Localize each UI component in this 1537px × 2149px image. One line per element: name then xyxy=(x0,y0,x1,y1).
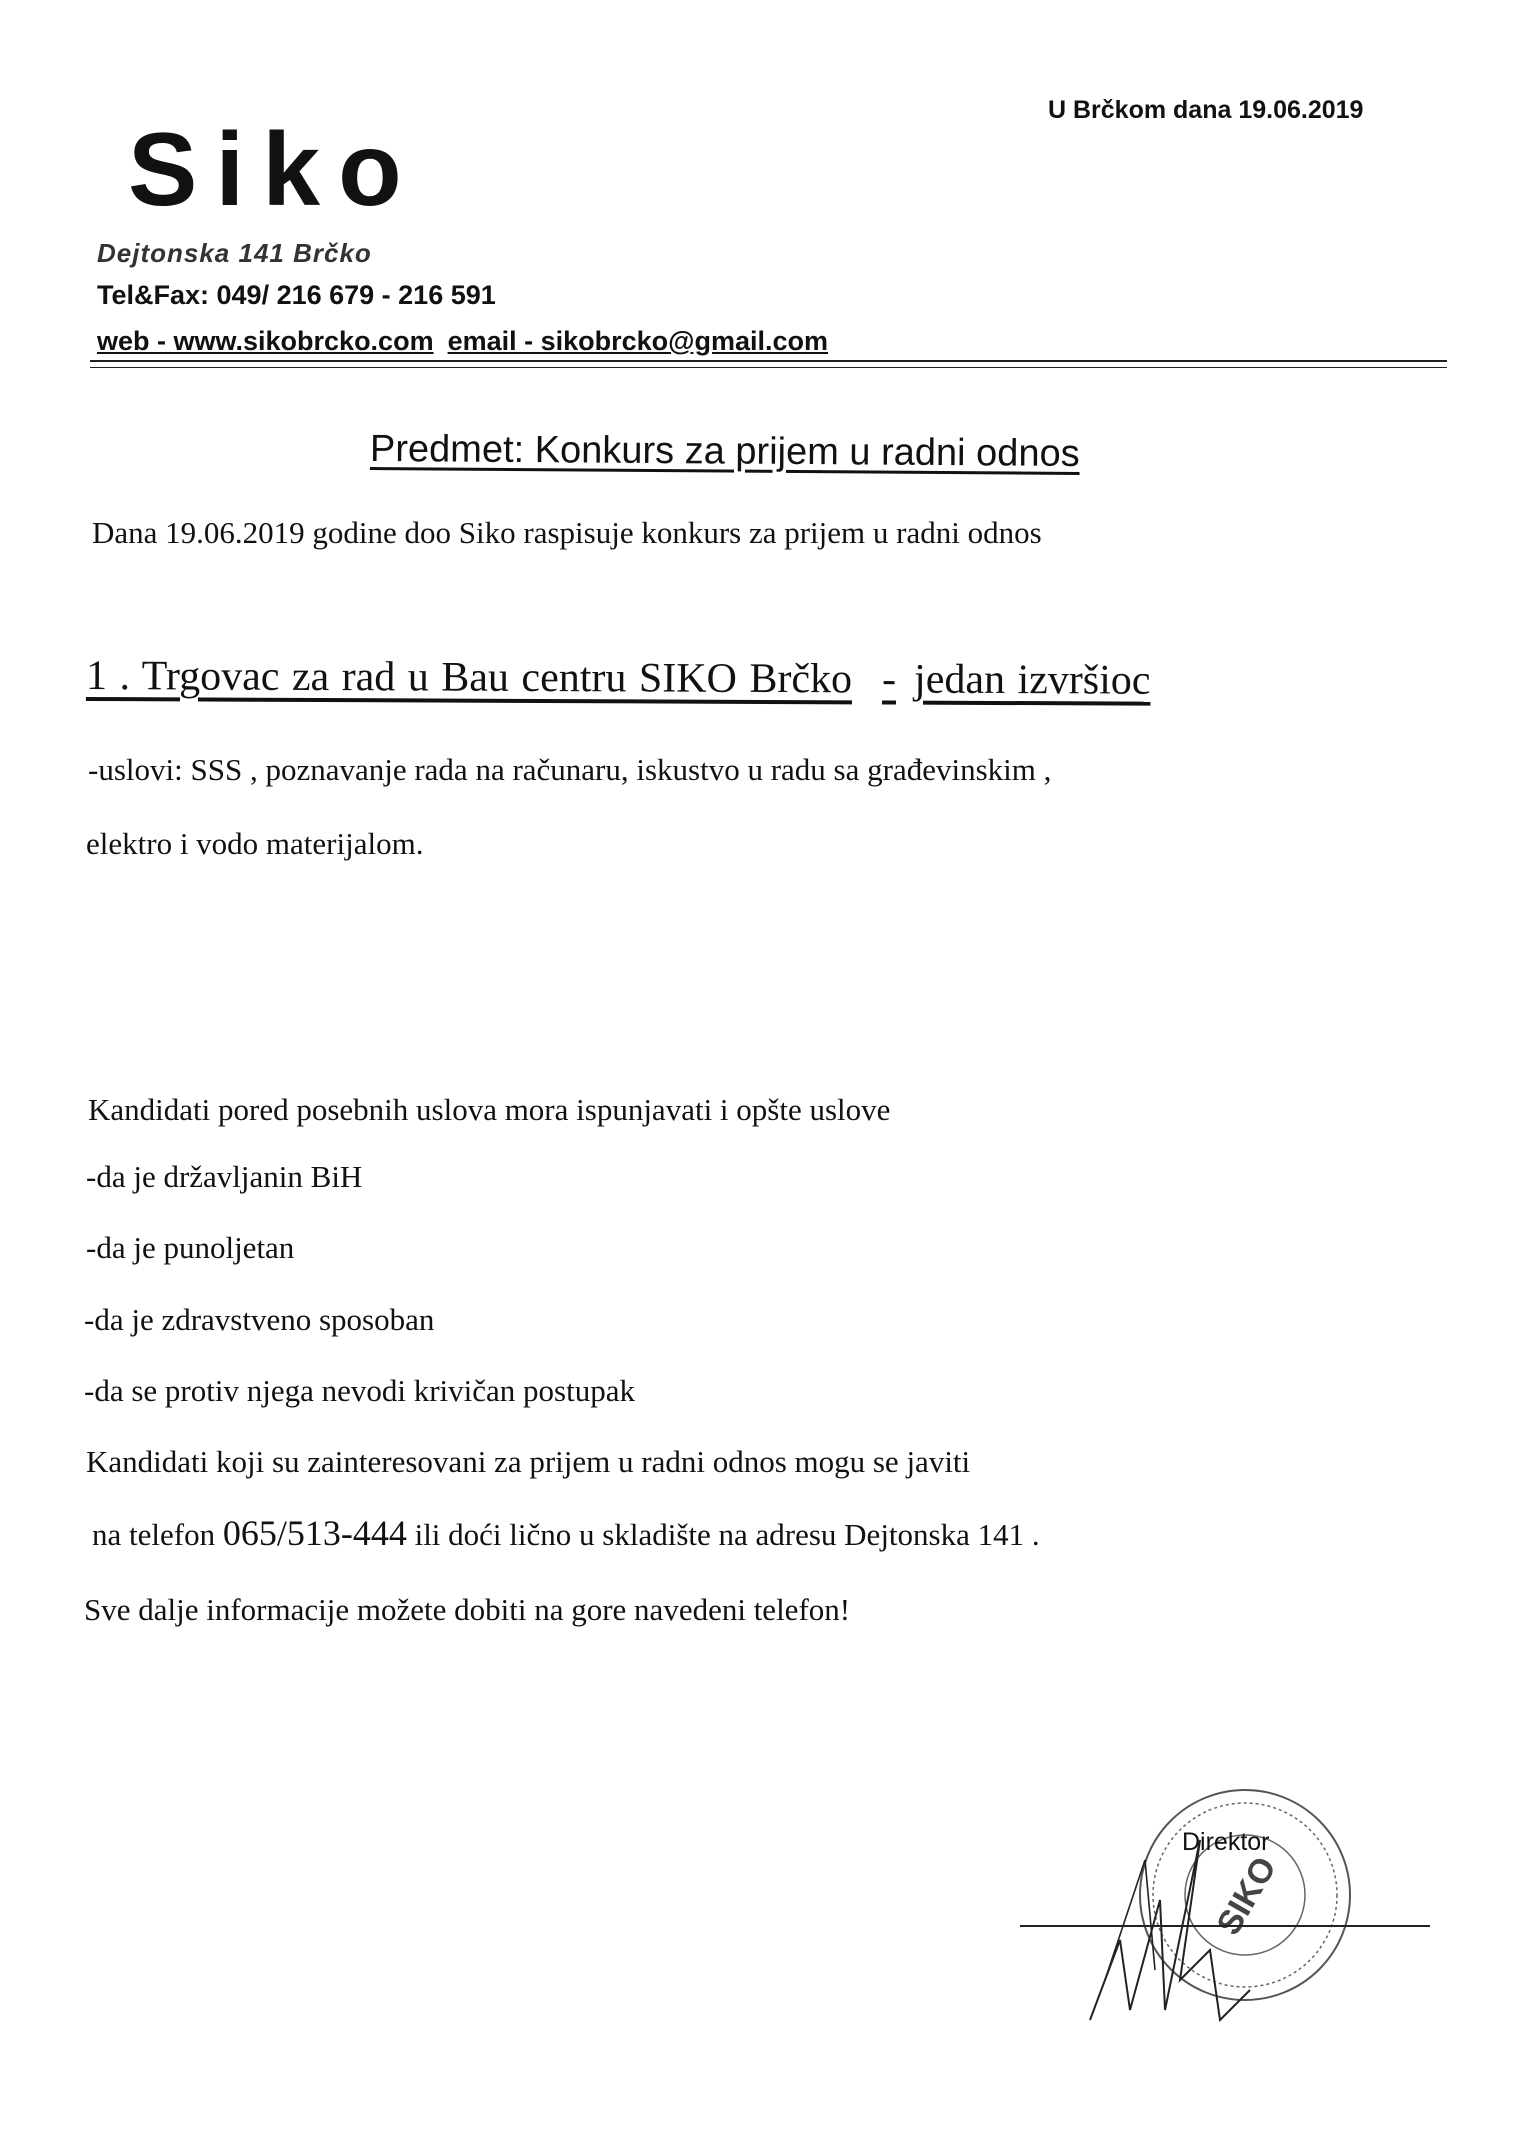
requirement-item: -da se protiv njega nevodi krivičan postupak xyxy=(84,1373,635,1408)
requirement-item: -da je zdravstveno sposoban xyxy=(84,1302,435,1337)
requirement-item: -da je državljanin BiH xyxy=(86,1159,363,1194)
closing-sentence: Sve dalje informacije možete dobiti na gore navedeni telefon! xyxy=(84,1592,851,1627)
company-contact-line xyxy=(97,326,828,357)
signature-block xyxy=(1020,1760,1440,2060)
requirement-item: -da je punoljetan xyxy=(86,1230,295,1265)
intro-paragraph: Dana 19.06.2019 godine doo Siko raspisuje konkurs za prijem u radni odnos xyxy=(92,515,1042,550)
company-website: web - www.sikobrcko.com xyxy=(97,326,434,356)
contact-line2 xyxy=(92,1512,1040,1554)
contact-prefix: na telefon xyxy=(92,1517,216,1552)
contact-line1: Kandidati koji su zainteresovani za prijem u radni odnos mogu se javiti xyxy=(86,1444,971,1479)
handwritten-signature-icon xyxy=(1060,1780,1300,2040)
job-conditions-line2: elektro i vodo materijalom. xyxy=(86,826,424,861)
company-logo: Siko xyxy=(128,112,420,228)
general-requirements-heading: Kandidati pored posebnih uslova mora ispunjavati i opšte uslove xyxy=(88,1092,891,1127)
header-divider-thin xyxy=(90,367,1447,368)
job-separator: - xyxy=(881,656,897,703)
job-position-heading xyxy=(86,652,1151,705)
contact-suffix: ili doći lično u skladište na adresu Dejtonska 141 . xyxy=(414,1517,1040,1552)
company-tel-fax: Tel&Fax: 049/ 216 679 - 216 591 xyxy=(97,280,496,310)
job-conditions-line1: -uslovi: SSS , poznavanje rada na računaru, iskustvo u radu sa građevinskim , xyxy=(88,752,1052,787)
header-divider xyxy=(90,360,1447,362)
signature-role: Direktor xyxy=(1182,1828,1270,1856)
job-title: 1 . Trgovac za rad u Bau centru SIKO Brčko xyxy=(85,653,853,703)
svg-text:SIKO: SIKO xyxy=(1209,1850,1284,1942)
company-email: email - sikobrcko@gmail.com xyxy=(447,326,829,356)
contact-phone: 065/513-444 xyxy=(222,1513,407,1553)
company-address: Dejtonska 141 Brčko xyxy=(97,238,372,268)
document-subject: Predmet: Konkurs za prijem u radni odnos xyxy=(369,428,1080,475)
document-date: U Brčkom dana 19.06.2019 xyxy=(1048,96,1364,124)
job-count: jedan izvršioc xyxy=(913,656,1151,704)
